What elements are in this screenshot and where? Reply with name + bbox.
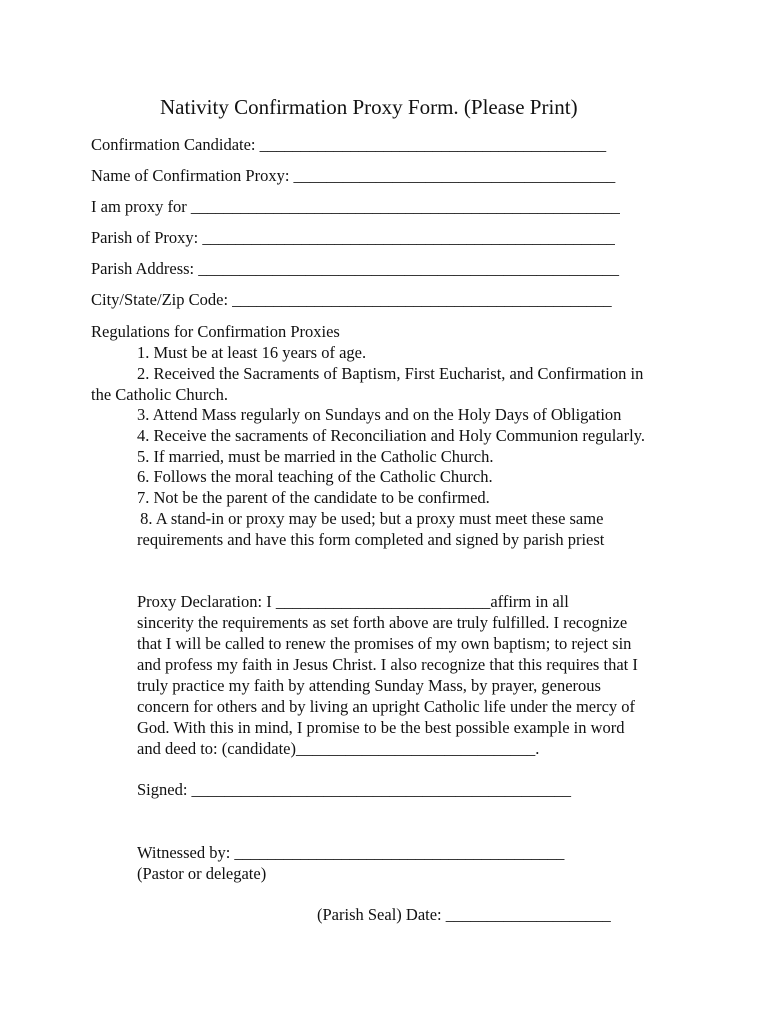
regulation-item: 3. Attend Mass regularly on Sundays and on the Holy Days of Obligation	[137, 405, 622, 424]
field-city-state-zip: City/State/Zip Code: ______________________________________________	[91, 290, 612, 309]
regulation-item: 8. A stand-in or proxy may be used; but a proxy must meet these same	[136, 509, 604, 528]
field-parish-address: Parish Address: ___________________________________________________	[91, 259, 619, 278]
regulation-item: requirements and have this form completed and signed by parish priest	[137, 530, 605, 549]
regulations-heading: Regulations for Confirmation Proxies	[91, 322, 340, 341]
regulation-item: the Catholic Church.	[91, 385, 229, 404]
declaration-line: Proxy Declaration: I __________________________affirm in all	[137, 592, 569, 611]
field-parish-of-proxy: Parish of Proxy: __________________________________________________	[91, 228, 615, 247]
witnessed-line: Witnessed by: ________________________________________	[137, 843, 565, 862]
field-confirmation-candidate: Confirmation Candidate: __________________________________________	[91, 135, 607, 154]
declaration-line: and deed to: (candidate)_____________________________.	[137, 739, 540, 758]
declaration-line: that I will be called to renew the promises of my own baptism; to reject sin	[137, 634, 632, 653]
seal-date-line: (Parish Seal) Date: ____________________	[317, 905, 611, 924]
regulation-item: 6. Follows the moral teaching of the Catholic Church.	[137, 467, 493, 486]
declaration-line: truly practice my faith by attending Sunday Mass, by prayer, generous	[137, 676, 601, 695]
regulation-item: 2. Received the Sacraments of Baptism, First Eucharist, and Confirmation in	[137, 364, 644, 383]
regulation-item: 4. Receive the sacraments of Reconciliation and Holy Communion regularly.	[137, 426, 645, 445]
field-proxy-name: Name of Confirmation Proxy: _______________________________________	[91, 166, 616, 185]
regulation-item: 5. If married, must be married in the Catholic Church.	[137, 447, 494, 466]
declaration-line: God. With this in mind, I promise to be the best possible example in word	[137, 718, 625, 737]
witness-note: (Pastor or delegate)	[137, 864, 267, 883]
declaration-line: sincerity the requirements as set forth above are truly fulfilled. I recognize	[137, 613, 628, 632]
declaration-line: and profess my faith in Jesus Christ. I also recognize that this requires that I	[137, 655, 638, 674]
field-proxy-for: I am proxy for ____________________________________________________	[91, 197, 620, 216]
declaration-line: concern for others and by living an upright Catholic life under the mercy of	[137, 697, 636, 716]
signed-line: Signed: ______________________________________________	[137, 780, 572, 799]
regulation-item: 7. Not be the parent of the candidate to be confirmed.	[137, 488, 490, 507]
regulation-item: 1. Must be at least 16 years of age.	[137, 343, 367, 362]
form-title: Nativity Confirmation Proxy Form. (Please Print)	[160, 95, 578, 119]
